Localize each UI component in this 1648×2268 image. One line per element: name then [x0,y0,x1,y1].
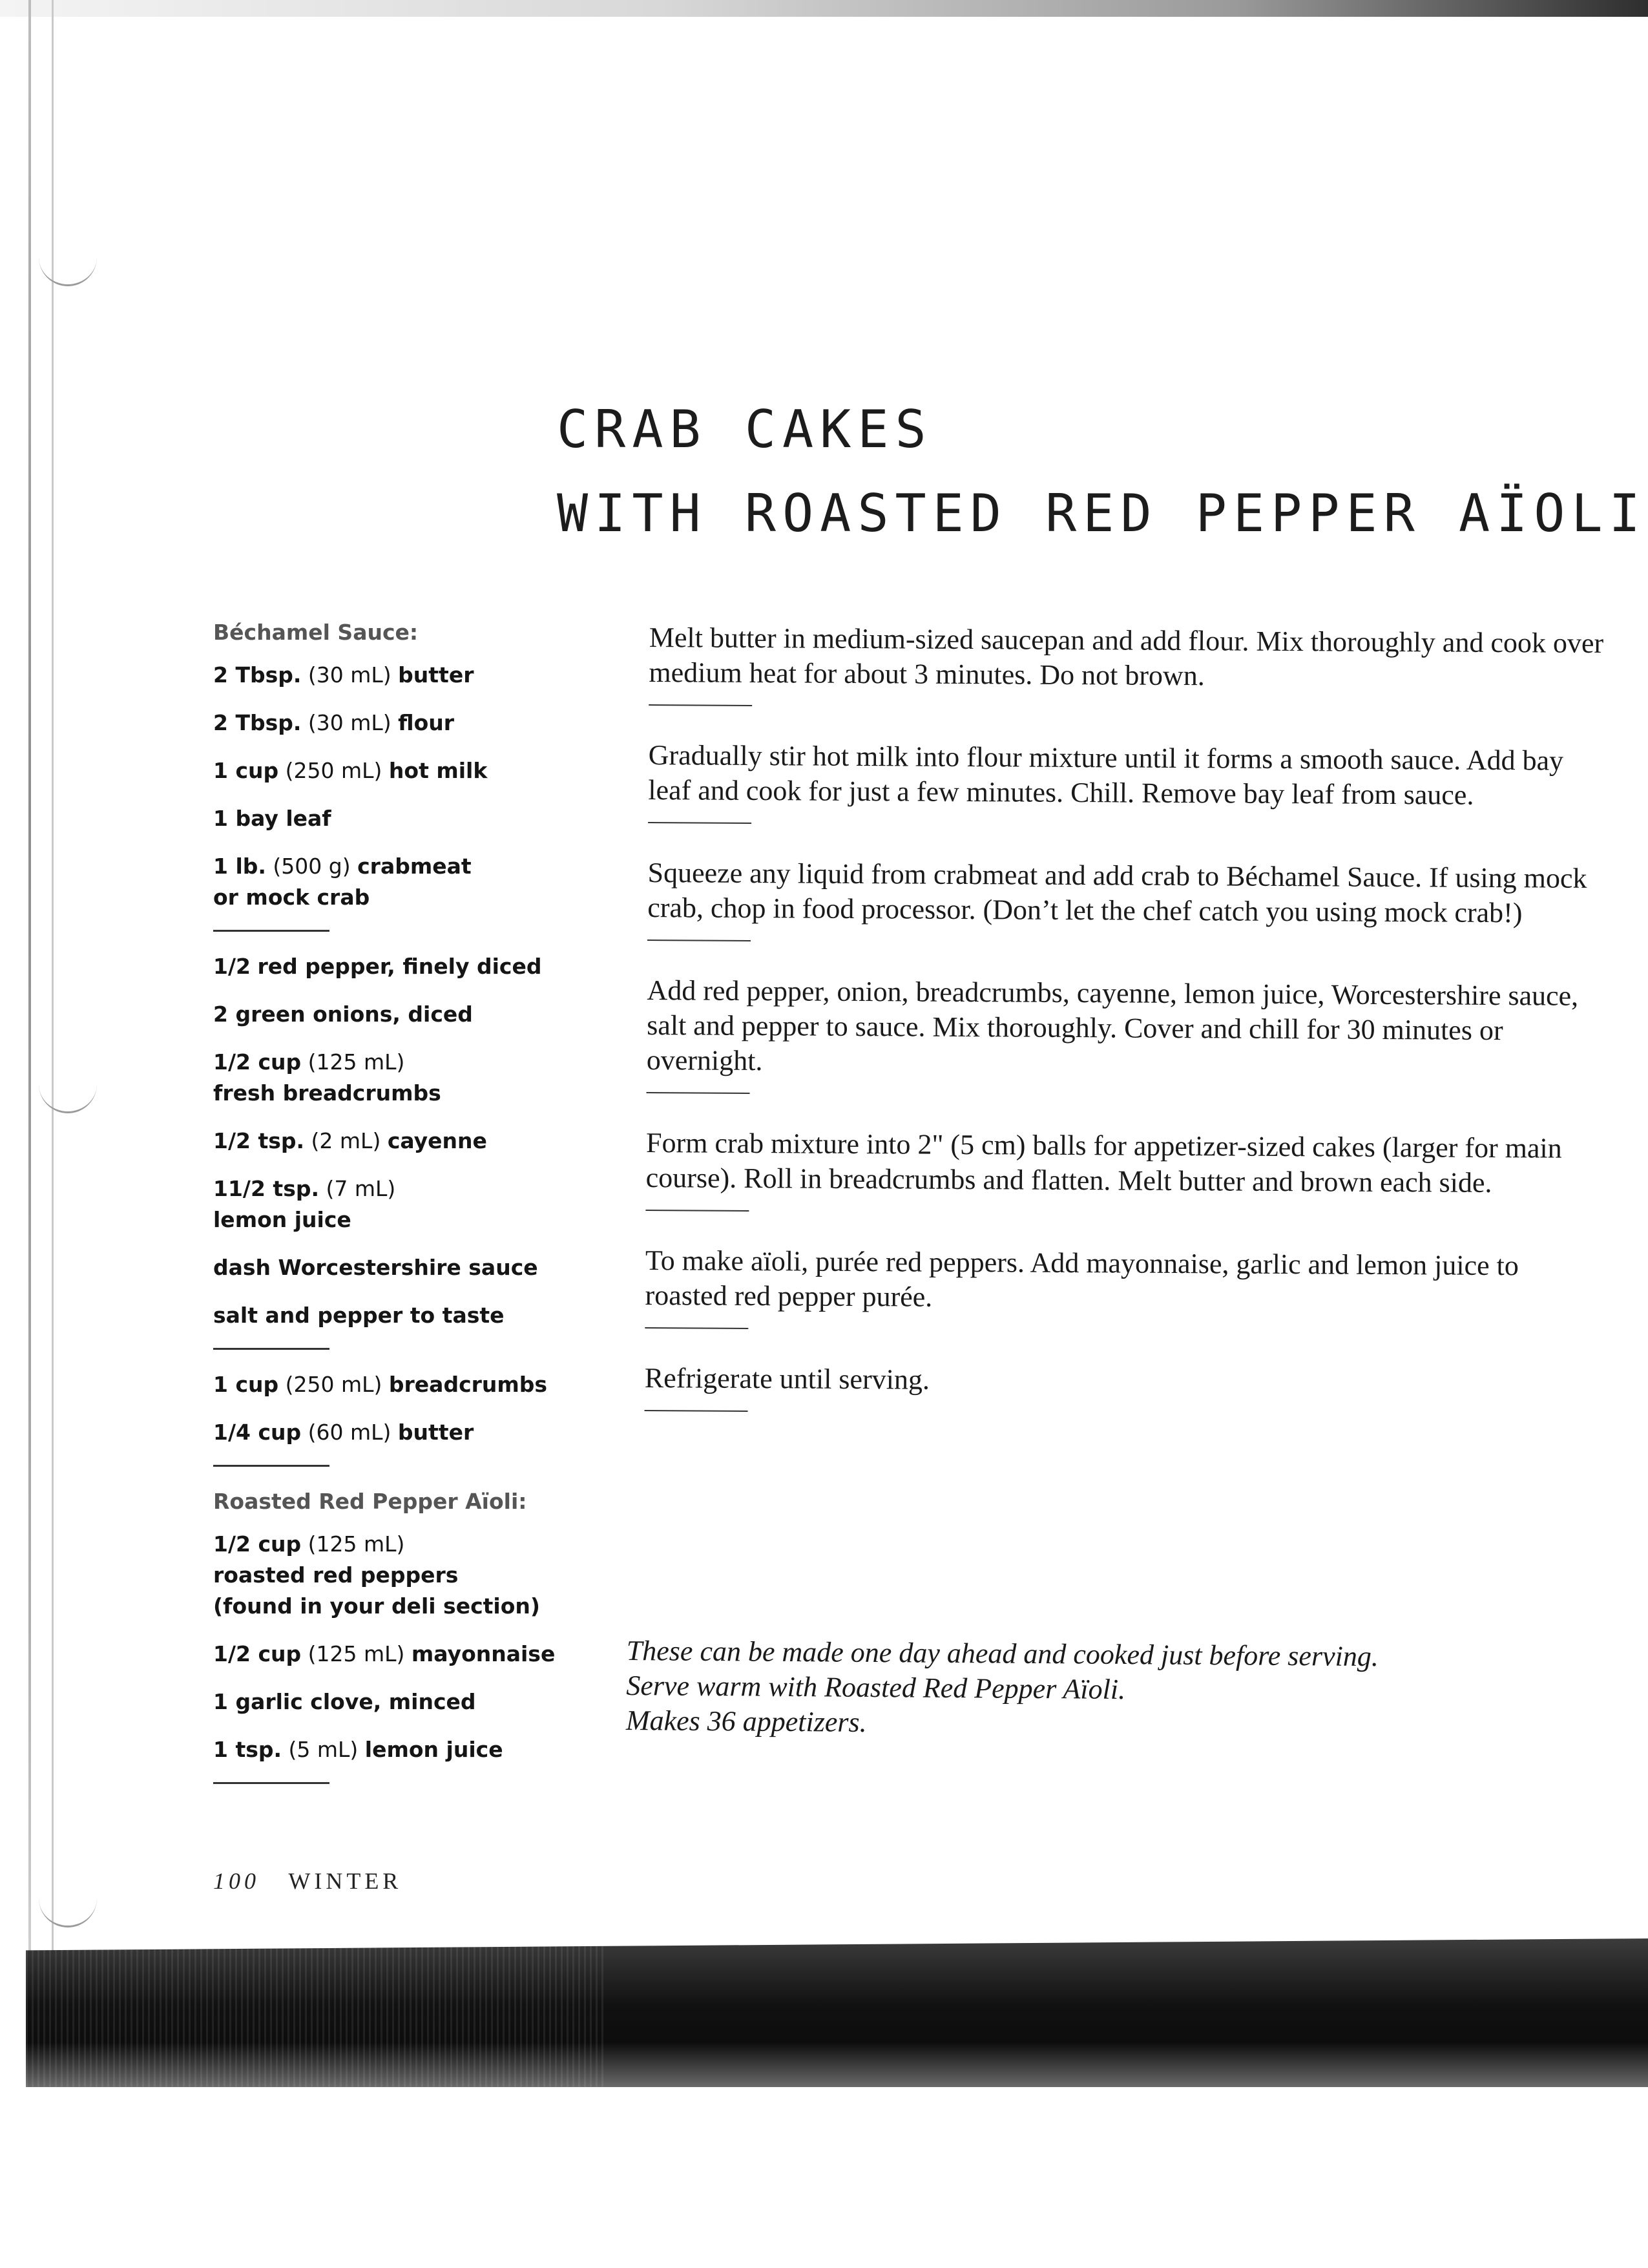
recipe-title [557,388,1647,556]
ingredient-item [213,1734,575,1765]
recipe-note [626,1633,1466,1745]
ingredient-item [213,803,575,834]
ingredient-item [213,708,575,739]
ingredient-name: flour [398,710,455,735]
divider [647,1092,750,1094]
note-line-2: Serve warm with Roasted Red Pepper Aïoli. [626,1669,1126,1706]
ingredient-name: roasted red peppers [213,1562,459,1588]
direction-step: To make aïoli, purée red peppers. Add mayonnaise, garlic and lemon juice to roasted red pepper purée. [645,1244,1519,1313]
note-line-1: These can be made one day ahead and cooked just before serving. [626,1635,1379,1673]
ingredient-metric: (5 mL) [288,1737,359,1762]
ingredient-name: hot milk [388,758,488,783]
ingredient-quantity: 1/2 [213,954,251,979]
divider [213,1782,329,1784]
ingredient-item [213,1369,575,1400]
ingredient-item [213,1047,575,1109]
ingredient-metric: (500 g) [273,854,351,879]
ingredient-name: cayenne [387,1128,487,1153]
direction-step: Squeeze any liquid from crabmeat and add crab to Béchamel Sauce. If using mock crab, chop in food processor. (Don’t let the chef catch you using mock crab!) [647,856,1587,929]
ingredient-name: lemon juice [213,1207,351,1232]
ingredient-group-mixture [213,951,575,1331]
bechamel-heading: Béchamel Sauce: [213,620,419,645]
scan-binder-edge [28,0,31,2022]
divider [645,1210,749,1212]
ingredient-item [213,1173,575,1235]
ingredient-group-coating [213,1369,575,1448]
ingredient-item [213,660,575,691]
ingredient-item [213,1639,575,1670]
ingredient-name-continued: (found in your deli section) [213,1593,540,1619]
ingredient-item [213,951,575,982]
ingredient-quantity: 1 cup [213,1372,279,1397]
ingredient-item [213,755,575,786]
ingredient-name: crabmeat [357,854,472,879]
section-name: WINTER [288,1868,402,1894]
ingredient-quantity: 1/4 cup [213,1420,302,1445]
ingredient-metric: (250 mL) [285,1372,382,1397]
ingredient-name: mayonnaise [411,1641,556,1666]
scan-binder-edge-inner [52,0,54,2022]
ingredient-metric: (30 mL) [308,710,391,735]
ingredient-item [213,999,575,1030]
ingredient-name: butter [398,662,474,688]
scan-edge-top [0,0,1648,17]
divider [649,704,752,706]
ingredient-quantity: 2 Tbsp. [213,662,302,688]
page-number: 100 [213,1868,260,1894]
ingredient-quantity: 1 tsp. [213,1737,282,1762]
note-line-3: Makes 36 appetizers. [625,1704,867,1738]
ingredient-name: breadcrumbs [388,1372,548,1397]
ingredient-group-bechamel [213,660,575,913]
direction-step: Add red pepper, onion, breadcrumbs, cayenne, lemon juice, Worcestershire sauce, salt and pepper to sauce. Mix thoroughly. Cover and chill for 30 minutes or overnight. [646,974,1579,1077]
ingredient-metric: (125 mL) [308,1531,405,1557]
ingredient-quantity: salt and pepper to taste [213,1303,505,1328]
aioli-heading: Roasted Red Pepper Aïoli: [213,1489,527,1514]
binder-ring-mark [39,1887,97,1927]
binder-ring-mark [39,246,97,286]
direction-step: Gradually stir hot milk into flour mixture until it forms a smooth sauce. Add bay leaf and cook for just a few minutes. Chill. Remove bay leaf from sauce. [648,739,1564,811]
ingredient-metric: (125 mL) [308,1641,405,1666]
ingredient-item [213,1417,575,1448]
ingredient-quantity: 1/2 cup [213,1531,302,1557]
direction-step: Form crab mixture into 2" (5 cm) balls for appetizer-sized cakes (larger for main course). Roll in breadcrumbs and flatten. Melt butter and brown each side. [645,1126,1562,1199]
binder-ring-mark [39,1073,97,1113]
scan-edge-bottom [26,1938,1648,2087]
ingredient-group-aioli [213,1529,575,1765]
ingredient-quantity: 1 garlic clove, minced [213,1689,476,1714]
ingredient-quantity: 1/2 cup [213,1049,302,1075]
ingredient-quantity: 1 lb. [213,854,266,879]
ingredient-metric: (7 mL) [326,1176,396,1201]
ingredient-item [213,1300,575,1331]
divider [645,1327,748,1329]
ingredients-column [213,617,575,1803]
direction-step: Refrigerate until serving. [644,1361,930,1396]
ingredient-item [213,1529,575,1622]
ingredient-name: lemon juice [364,1737,503,1762]
ingredient-metric: (30 mL) [308,662,391,688]
ingredient-quantity: 2 Tbsp. [213,710,302,735]
ingredient-quantity: 1/2 tsp. [213,1128,305,1153]
recipe-title-line2: WITH ROASTED RED PEPPER AÏOLI [557,483,1647,543]
ingredient-name: fresh breadcrumbs [213,1080,441,1106]
ingredient-item [213,1252,575,1283]
divider [645,1410,748,1412]
ingredient-metric: (2 mL) [311,1128,381,1153]
divider [213,1465,329,1467]
divider [213,1348,329,1350]
ingredient-quantity: dash Worcestershire sauce [213,1255,538,1280]
ingredient-item [213,1686,575,1717]
ingredient-metric: (60 mL) [308,1420,391,1445]
directions-column [644,620,1605,1449]
ingredient-item [213,851,575,913]
page-footer [213,1867,402,1895]
ingredient-name-continued: or mock crab [213,885,370,910]
ingredient-quantity: 1 bay leaf [213,806,331,831]
recipe-title-line1: CRAB CAKES [557,399,933,459]
divider [213,930,329,932]
ingredient-quantity: 1/2 cup [213,1641,302,1666]
ingredient-item [213,1126,575,1157]
divider [647,940,751,941]
direction-step: Melt butter in medium-sized saucepan and add flour. Mix thoroughly and cook over medium heat for about 3 minutes. Do not brown. [649,621,1604,692]
ingredient-quantity: 1 cup [213,758,279,783]
divider [648,822,751,824]
ingredient-metric: (250 mL) [285,758,382,783]
ingredient-name: butter [397,1420,474,1445]
ingredient-quantity: 11/2 tsp. [213,1176,320,1201]
ingredient-metric: (125 mL) [308,1049,405,1075]
ingredient-quantity: 2 green onions, diced [213,1002,473,1027]
ingredient-name: red pepper, finely diced [257,954,542,979]
